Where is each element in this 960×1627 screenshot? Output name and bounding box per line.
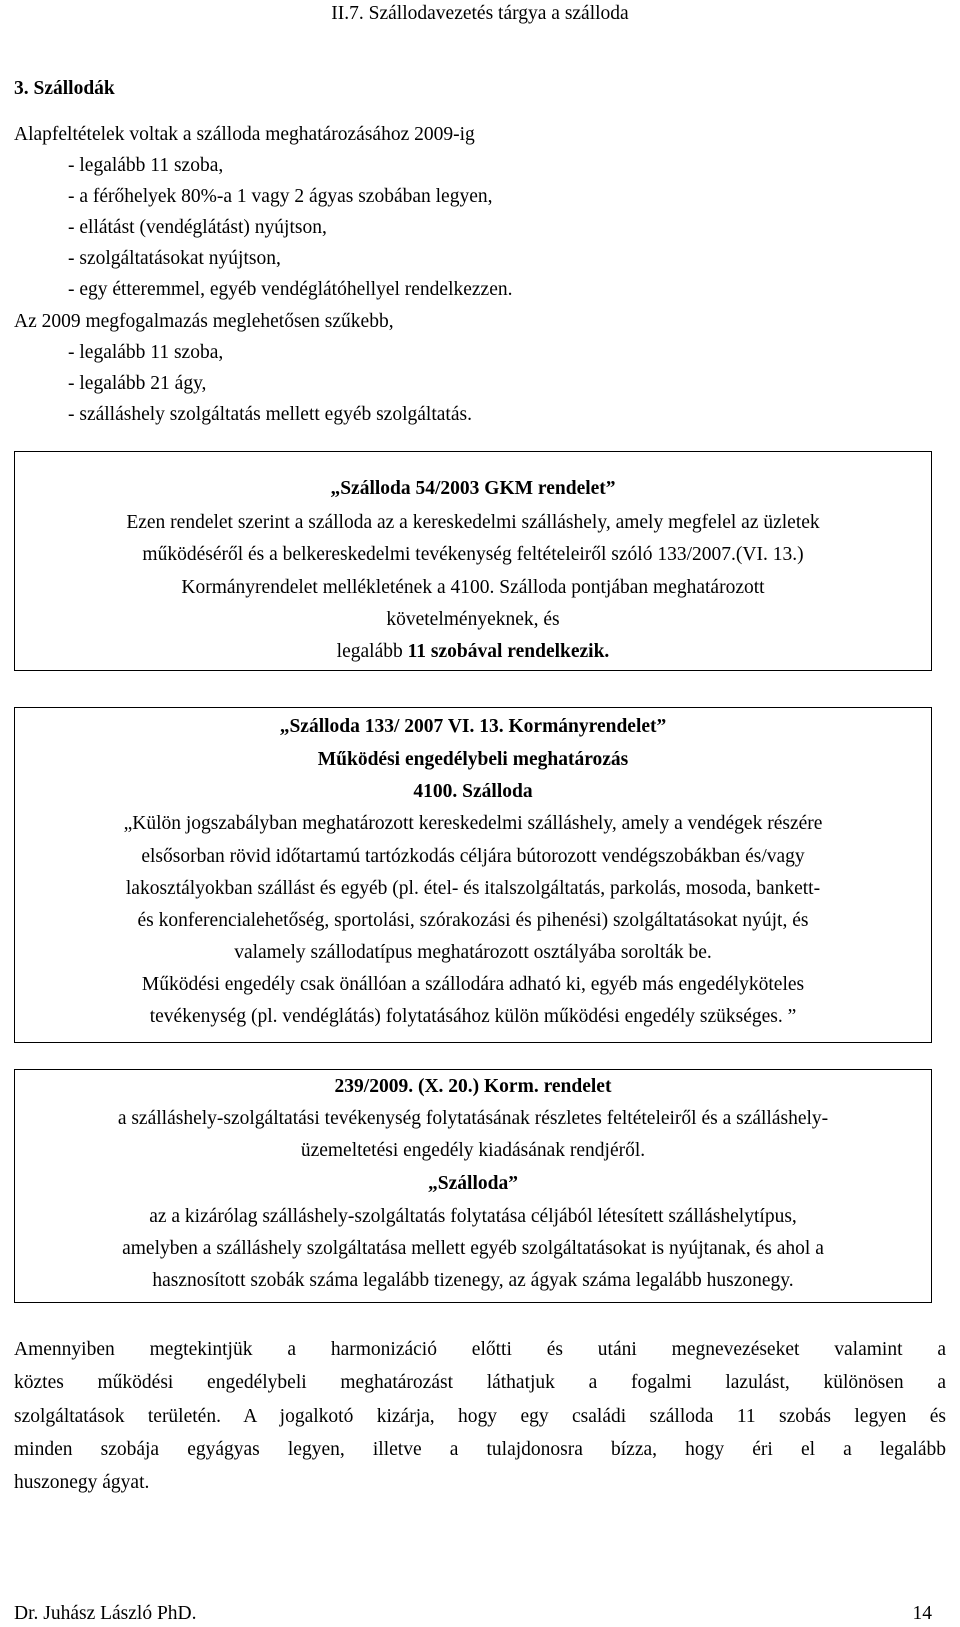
page-number: 14 (912, 1603, 932, 1624)
box-text-line: az a kizárólag szálláshely-szolgáltatás folytatása céljából létesített szálláshelytípus, (149, 1206, 797, 1227)
box-title: „Szálloda 133/ 2007 VI. 13. Kormányrendelet” (279, 716, 667, 737)
box-text-line: valamely szállodatípus meghatározott osztályába sorolták be. (234, 942, 712, 963)
paragraph-line: Amennyiben megtekintjük a harmonizáció előtti és utáni megnevezéseket valamint a (14, 1339, 946, 1360)
criteria-item: - legalább 21 ágy, (68, 373, 207, 394)
criteria-item: - szolgáltatásokat nyújtson, (68, 248, 281, 269)
paragraph-line: köztes működési engedélybeli meghatározást láthatjuk a fogalmi lazulást, különösen a (14, 1372, 946, 1393)
box-text-line: követelményeknek, és (386, 609, 560, 630)
page-header: II.7. Szállodavezetés tárgya a szálloda (331, 3, 629, 24)
paragraph-line: minden szobája egyágyas legyen, illetve a tulajdonosra bízza, hogy éri el a legalább (14, 1439, 946, 1460)
box-text-line: üzemeltetési engedély kiadásának rendjéről. (300, 1140, 646, 1161)
intro-text: Alapfeltételek voltak a szálloda meghatározásához 2009-ig (14, 124, 475, 145)
box-text-line: lakosztályokban szállást és egyéb (pl. étel- és italszolgáltatás, parkolás, mosoda, bankett- (125, 878, 821, 899)
criteria-item: - a férőhelyek 80%-a 1 vagy 2 ágyas szobában legyen, (68, 186, 493, 207)
section-heading: 3. Szállodák (14, 78, 115, 99)
box-subtitle: „Szálloda” (428, 1173, 518, 1194)
box-text-line: elsősorban rövid időtartamú tartózkodás céljára bútorozott vendégszobákban és/vagy (141, 846, 805, 867)
new-intro-text: Az 2009 megfogalmazás meglehetősen szűkebb, (14, 311, 394, 332)
regulation-box-gkm (14, 451, 932, 671)
box-text-line: működéséről és a belkereskedelmi tevékenység feltételeiről szóló 133/2007.(VI. 13.) (142, 544, 804, 565)
paragraph-line: huszonegy ágyat. (14, 1472, 150, 1493)
criteria-item: - ellátást (vendéglátást) nyújtson, (68, 217, 327, 238)
regulation-box-korm-rendelet (14, 1069, 932, 1303)
criteria-item: - legalább 11 szoba, (68, 155, 224, 176)
paragraph-line: szolgáltatások területén. A jogalkotó kizárja, hogy egy családi szálloda 11 szobás legyen és (14, 1406, 946, 1427)
box-subtitle: Működési engedélybeli meghatározás (317, 749, 629, 770)
box-text-line (15, 639, 931, 664)
box-title: „Szálloda 54/2003 GKM rendelet” (330, 478, 616, 499)
box-text-bold: 11 szobával rendelkezik. (407, 641, 610, 662)
box-text-line: Kormányrendelet mellékletének a 4100. Szálloda pontjában meghatározott (181, 577, 765, 598)
box-text-line: hasznosított szobák száma legalább tizenegy, az ágyak száma legalább huszonegy. (152, 1270, 794, 1291)
box-text-line: „Külön jogszabályban meghatározott kereskedelmi szálláshely, amely a vendégek részére (123, 813, 823, 834)
page-footer (14, 1602, 932, 1626)
regulation-box-kormanyrendelet (14, 707, 932, 1043)
box-text-line: a szálláshely-szolgáltatási tevékenység folytatásának részletes feltételeiről és a szálláshely- (117, 1108, 829, 1129)
box-text-line: tevékenység (pl. vendéglátás) folytatásához külön működési engedély szükséges. ” (149, 1006, 797, 1027)
footer-author: Dr. Juhász László PhD. (14, 1603, 197, 1624)
box-text-line: amelyben a szálláshely szolgáltatása mellett egyéb szolgáltatásokat is nyújtanak, és ahol a (122, 1238, 824, 1259)
box-text-plain: legalább (336, 641, 408, 662)
criteria-item: - legalább 11 szoba, (68, 342, 224, 363)
box-text-line: Működési engedély csak önállóan a szállodára adható ki, egyéb más engedélyköteles (141, 974, 805, 995)
box-text-line: és konferencialehetőség, sportolási, szórakozási és pihenési) szolgáltatásokat nyújt, és (137, 910, 809, 931)
box-text-line: Ezen rendelet szerint a szálloda az a kereskedelmi szálláshely, amely megfelel az üzletek (126, 512, 820, 533)
box-code: 4100. Szálloda (413, 781, 533, 802)
criteria-item: - szálláshely szolgáltatás mellett egyéb szolgáltatás. (68, 404, 472, 425)
criteria-item: - egy étteremmel, egyéb vendéglátóhellyel rendelkezzen. (68, 279, 513, 300)
box-title: 239/2009. (X. 20.) Korm. rendelet (334, 1076, 612, 1097)
